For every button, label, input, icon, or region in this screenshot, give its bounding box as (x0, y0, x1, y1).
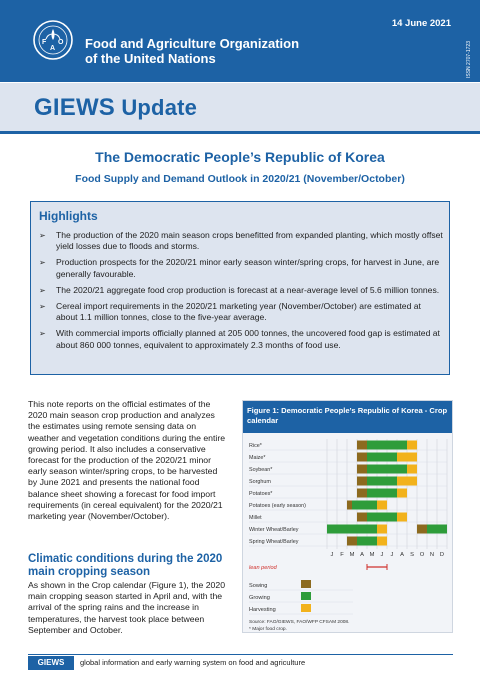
highlight-item (39, 328, 443, 351)
calendar-bar (367, 477, 397, 486)
crop-label: Millet (249, 515, 262, 521)
arrow-bullet-icon: ➢ (39, 285, 46, 295)
calendar-bar (347, 501, 352, 510)
update-title-suffix: Update (121, 95, 198, 120)
highlights-box (30, 201, 450, 375)
month-label: A (400, 552, 404, 558)
figure-note: * Major food crop. (249, 627, 287, 632)
calendar-bar (367, 453, 397, 462)
month-label: J (380, 552, 384, 558)
month-label: F (340, 552, 344, 558)
lean-period-label: lean period (249, 565, 277, 571)
highlight-text: The 2020/21 aggregate food crop production is forecast at a near-average level of 5.6 million tonnes. (56, 284, 440, 295)
highlights-title: Highlights (39, 209, 98, 223)
calendar-bar (357, 537, 377, 546)
org-name-line1: Food and Agriculture Organization (85, 36, 300, 51)
crop-label: Soybean* (249, 467, 273, 473)
crop-label: Maize* (249, 455, 266, 461)
calendar-bar (352, 501, 377, 510)
update-banner (0, 83, 480, 131)
legend-label: Harvesting (249, 607, 276, 613)
intro-paragraph: This note reports on the official estimates of the 2020 main season crop production and analyzes the estimates using remote sensing data on weather and vegetation conditions during the entire growing period. It also includes a conservative forecast for the production of the 2020/21 minor early season winter/spring crops, to be harvested by June 2021 and presents the national food balance sheet showing a forecast for food import requirements (in cereal equivalent) for the 2020/21 marketing year (November/October). (28, 399, 226, 522)
crop-label: Rice* (249, 443, 262, 449)
legend-label: Growing (249, 595, 270, 601)
calendar-bar (397, 477, 417, 486)
month-label: M (369, 552, 375, 558)
calendar-bar (367, 489, 397, 498)
highlight-item (39, 301, 443, 324)
highlight-text: The production of the 2020 main season crops benefitted from expanded planting, which mostly offset yield losses due to floods and storms. (56, 230, 443, 252)
calendar-bar (357, 477, 367, 486)
legend-swatch (301, 604, 311, 612)
calendar-bar (427, 525, 447, 534)
month-label: J (390, 552, 394, 558)
calendar-bar (377, 525, 387, 534)
arrow-bullet-icon: ➢ (39, 329, 46, 339)
section-heading: Climatic conditions during the 2020 main cropping season (28, 553, 223, 578)
calendar-bar (367, 513, 397, 522)
figure-source: Source: FAO/GIEWS, FAO/WFP CFSAM 2008. (249, 620, 350, 625)
footer-divider (28, 654, 453, 655)
month-label: M (349, 552, 355, 558)
arrow-bullet-icon: ➢ (39, 301, 46, 311)
org-name-line2: of the United Nations (85, 51, 216, 66)
svg-text:A: A (50, 45, 56, 52)
highlight-text: Production prospects for the 2020/21 minor early season winter/spring crops, for harvest in June, are generally favourable. (56, 257, 440, 279)
month-label: S (410, 552, 414, 558)
calendar-bar (327, 525, 377, 534)
crop-label: Sorghum (249, 479, 271, 485)
section-paragraph: As shown in the Crop calendar (Figure 1), the 2020 main cropping season started in April and, with the arrival of the spring rains and the increase in temperatures, the harvest took place between September and October. (28, 580, 226, 635)
update-title-prefix: GIEWS (34, 94, 116, 121)
crop-calendar-chart (243, 433, 452, 632)
update-title (34, 94, 197, 122)
crop-label: Potatoes (early season) (249, 503, 306, 509)
calendar-bar (367, 441, 407, 450)
header-banner (0, 0, 480, 82)
legend-swatch (301, 580, 311, 588)
highlight-item (39, 257, 443, 280)
crop-label: Winter Wheat/Barley (249, 527, 299, 533)
highlight-text: With commercial imports officially planned at 205 000 tonnes, the uncovered food gap is estimated at about 860 000 tonnes, equivalent to approximately 2.3 months of food use. (56, 328, 440, 350)
crop-label: Spring Wheat/Barley (249, 539, 299, 545)
legend-label: Sowing (249, 583, 268, 589)
calendar-bar (397, 513, 407, 522)
figure-header (243, 401, 452, 433)
svg-text:O: O (58, 39, 64, 46)
svg-text:F: F (42, 39, 47, 46)
report-subtitle: Food Supply and Demand Outlook in 2020/21 (November/October) (75, 173, 405, 185)
calendar-bar (407, 441, 417, 450)
calendar-bar (357, 465, 367, 474)
highlights-list (39, 230, 443, 356)
calendar-bar (397, 489, 407, 498)
update-divider (0, 131, 480, 134)
calendar-bar (347, 537, 357, 546)
calendar-bar (357, 489, 367, 498)
month-label: A (360, 552, 364, 558)
arrow-bullet-icon: ➢ (39, 258, 46, 268)
calendar-bar (357, 441, 367, 450)
arrow-bullet-icon: ➢ (39, 231, 46, 240)
calendar-bar (367, 465, 407, 474)
crop-label: Potatoes* (249, 491, 273, 497)
footer-text: global information and early warning system on food and agriculture (80, 658, 306, 667)
calendar-bar (397, 453, 417, 462)
report-title: The Democratic People’s Republic of Korea (95, 149, 385, 165)
calendar-bar (377, 501, 387, 510)
calendar-bar (417, 525, 427, 534)
organization-name (85, 36, 299, 66)
fao-logo-icon (33, 20, 73, 60)
highlight-item (39, 230, 443, 253)
legend-swatch (301, 592, 311, 600)
month-label: O (419, 552, 425, 558)
highlight-text: Cereal import requirements in the 2020/21 marketing year (November/October) are estimated at about 1.1 million tonnes, close to the five-year average. (56, 300, 421, 323)
footer-badge: GIEWS (28, 656, 74, 670)
calendar-bar (357, 453, 367, 462)
month-label: J (330, 552, 334, 558)
crop-calendar-figure (242, 400, 453, 633)
highlight-item (39, 285, 443, 296)
calendar-bar (357, 513, 367, 522)
month-label: N (429, 552, 435, 558)
figure-title: Figure 1: Democratic People’s Republic of Korea - Crop calendar (247, 406, 448, 425)
month-label: D (439, 552, 445, 558)
calendar-bar (407, 465, 417, 474)
publication-date: 14 June 2021 (391, 18, 451, 29)
calendar-bar (377, 537, 387, 546)
issn-label: ISSN 2707-1723 (466, 41, 472, 78)
